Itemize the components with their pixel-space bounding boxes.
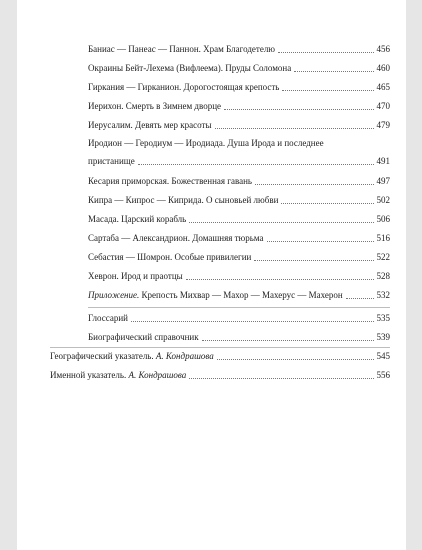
toc-entry	[50, 370, 390, 381]
index-title: Именной указатель.	[50, 370, 129, 380]
toc-entry	[88, 252, 390, 263]
toc-entry	[88, 101, 390, 112]
toc-entry-page: 535	[376, 313, 390, 323]
toc-entry-page: 460	[376, 63, 390, 73]
toc-entry	[88, 233, 390, 244]
leader-dots	[346, 297, 374, 299]
toc-entry-page: 479	[376, 120, 390, 130]
leader-dots	[282, 89, 373, 91]
toc-entry-title: Сартаба — Александрион. Домашняя тюрьма	[88, 233, 264, 243]
toc-entry	[88, 82, 390, 93]
leader-dots	[189, 221, 373, 223]
divider	[50, 347, 390, 348]
index-author: А. Кондрашова	[155, 351, 214, 361]
toc-entry-page: 516	[376, 233, 390, 243]
toc-entry-title	[50, 370, 186, 381]
leader-dots	[281, 202, 373, 204]
toc-entry-page: 506	[376, 214, 390, 224]
leader-dots	[215, 127, 374, 129]
divider	[88, 307, 390, 308]
toc-entry-page: 545	[376, 351, 390, 361]
toc-entry	[88, 176, 390, 187]
toc-entry	[88, 195, 390, 206]
toc-entry-page: 456	[376, 44, 390, 54]
toc-entry-title: Иерусалим. Девять мер красоты	[88, 120, 212, 130]
toc-entry-title: Хеврон. Ирод и праотцы	[88, 271, 183, 281]
toc-entry-title: Глоссарий	[88, 313, 128, 323]
leader-dots	[202, 339, 374, 341]
toc-entry-title	[50, 351, 214, 362]
leader-dots	[217, 358, 374, 360]
toc-entry	[88, 137, 390, 167]
leader-dots	[294, 70, 373, 72]
toc-entry-title: Кесария приморская. Божественная гавань	[88, 176, 253, 186]
toc-entry-title: Иерихон. Смерть в Зимнем дворце	[88, 101, 222, 111]
toc-entry-title: Масада. Царский корабль	[88, 214, 187, 224]
toc-entry	[88, 332, 390, 343]
toc-entry-page: 465	[376, 82, 390, 92]
toc-entry	[50, 351, 390, 362]
leader-dots	[131, 320, 374, 322]
toc-entry-page: 539	[376, 332, 390, 342]
toc-entry-page: 532	[376, 290, 390, 300]
toc-entry	[88, 120, 390, 131]
toc-page	[17, 0, 406, 550]
toc-entry-title: Биографический справочник	[88, 332, 199, 342]
leader-dots	[189, 377, 373, 379]
leader-dots	[224, 108, 373, 110]
toc-entry-title: Баниас — Панеас — Паннон. Храм Благодетелю	[88, 44, 276, 54]
toc-entry-page: 491	[376, 156, 390, 166]
toc-entry	[88, 313, 390, 324]
appendix-label: Приложение.	[88, 290, 140, 300]
toc-entry-page: 556	[376, 370, 390, 380]
leader-dots	[278, 51, 373, 53]
toc-entry	[88, 214, 390, 225]
toc-entry	[88, 44, 390, 55]
index-author: А. Кондрашова	[128, 370, 187, 380]
toc-entry-title: Иродион — Геродиум — Иродиада. Душа Ирода и последнее	[88, 138, 324, 148]
toc-entry-page: 522	[376, 252, 390, 262]
toc-entry-title	[88, 290, 343, 301]
toc-entry	[88, 63, 390, 74]
leader-dots	[267, 240, 374, 242]
toc-entry-title: Окраины Бейт-Лехема (Вифлеема). Пруды Соломона	[88, 63, 292, 73]
toc-entry-page: 502	[376, 195, 390, 205]
toc-entry-page: 470	[376, 101, 390, 111]
appendix-title: Крепость Михвар — Махор — Махерус — Махерон	[139, 290, 343, 300]
toc-entry-page: 497	[376, 176, 390, 186]
leader-dots	[138, 163, 374, 165]
leader-dots	[255, 183, 373, 185]
toc-entry	[88, 271, 390, 282]
toc-entry-title: Гиркания — Гирканион. Дорогостоящая крепость	[88, 82, 280, 92]
toc-entry-page: 528	[376, 271, 390, 281]
toc-entry	[88, 290, 390, 301]
leader-dots	[254, 259, 373, 261]
toc-entry-title-continued: пристанище	[88, 156, 135, 166]
toc-entry-title: Кипра — Кипрос — Киприда. О сыновьей любви	[88, 195, 279, 205]
leader-dots	[186, 278, 374, 280]
index-title: Географический указатель.	[50, 351, 156, 361]
toc-entry-title: Себастия — Шомрон. Особые привилегии	[88, 252, 252, 262]
